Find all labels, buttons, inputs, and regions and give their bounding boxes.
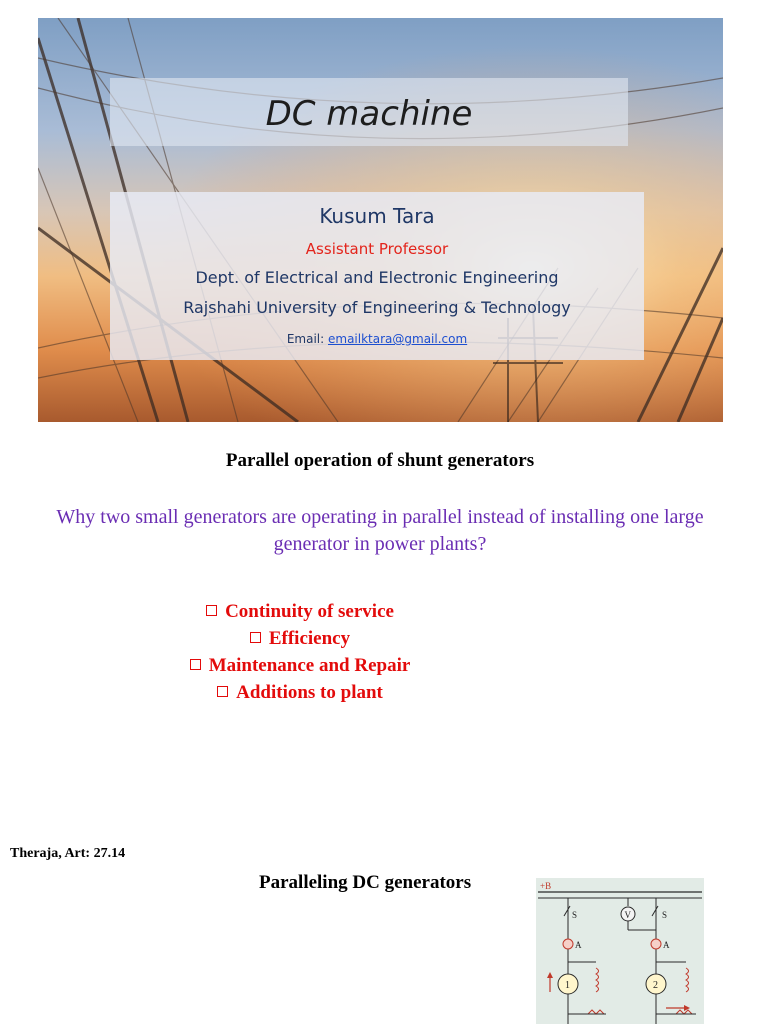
ammeter-1-icon: [563, 939, 573, 949]
list-item-label: Additions to plant: [236, 682, 383, 703]
bus-label: +B: [540, 881, 552, 891]
title-slide: [38, 18, 723, 422]
ammeter-2-label: A: [663, 940, 670, 950]
switch-1-icon: [564, 906, 570, 916]
ammeter-2-icon: [651, 939, 661, 949]
email-label: Email:: [286, 332, 325, 346]
circuit-diagram: [536, 878, 704, 1024]
generator-2-label: 2: [653, 980, 658, 991]
list-item-label: Continuity of service: [225, 601, 394, 622]
rheostat-1-icon: [588, 1010, 604, 1014]
email-link[interactable]: emailktara@gmail.com: [328, 332, 468, 346]
field-winding-2-icon: [686, 968, 689, 992]
list-item: [100, 679, 500, 706]
switch-1-label: S: [572, 910, 578, 920]
section-heading-parallel-operation: Parallel operation of shunt generators: [225, 450, 535, 471]
switch-2-icon: [652, 906, 658, 916]
list-item: [100, 625, 500, 652]
list-item-label: Maintenance and Repair: [208, 655, 411, 676]
switch-2-label: S: [662, 910, 668, 920]
author-info-box: [110, 192, 644, 360]
checkbox-bullet-icon: [190, 659, 201, 670]
checkbox-bullet-icon: [206, 605, 217, 616]
reasons-list: [100, 598, 500, 706]
section2-heading-text: Paralleling DC generators: [259, 872, 472, 893]
slide-title: DC machine: [265, 94, 473, 134]
author-position: Assistant Professor: [305, 240, 449, 258]
university: Rajshahi University of Engineering & Technology: [183, 298, 571, 317]
list-item: [100, 598, 500, 625]
department: Dept. of Electrical and Electronic Engineering: [195, 268, 559, 287]
field-winding-1-icon: [596, 968, 599, 992]
author-name: Kusum Tara: [319, 204, 435, 228]
checkbox-bullet-icon: [250, 632, 261, 643]
list-item: [100, 652, 500, 679]
email-line: [110, 332, 644, 346]
question-text: Why two small generators are operating in parallel instead of installing one large generator in power plants?: [56, 506, 704, 555]
parallel-generators-circuit-figure: [536, 878, 704, 1024]
title-band: [110, 78, 628, 146]
voltmeter-label: V: [624, 910, 631, 920]
book-reference: Theraja, Art: 27.14: [10, 846, 126, 861]
ammeter-1-label: A: [575, 940, 582, 950]
checkbox-bullet-icon: [217, 686, 228, 697]
generator-1-label: 1: [565, 980, 570, 991]
list-item-label: Efficiency: [268, 628, 351, 649]
